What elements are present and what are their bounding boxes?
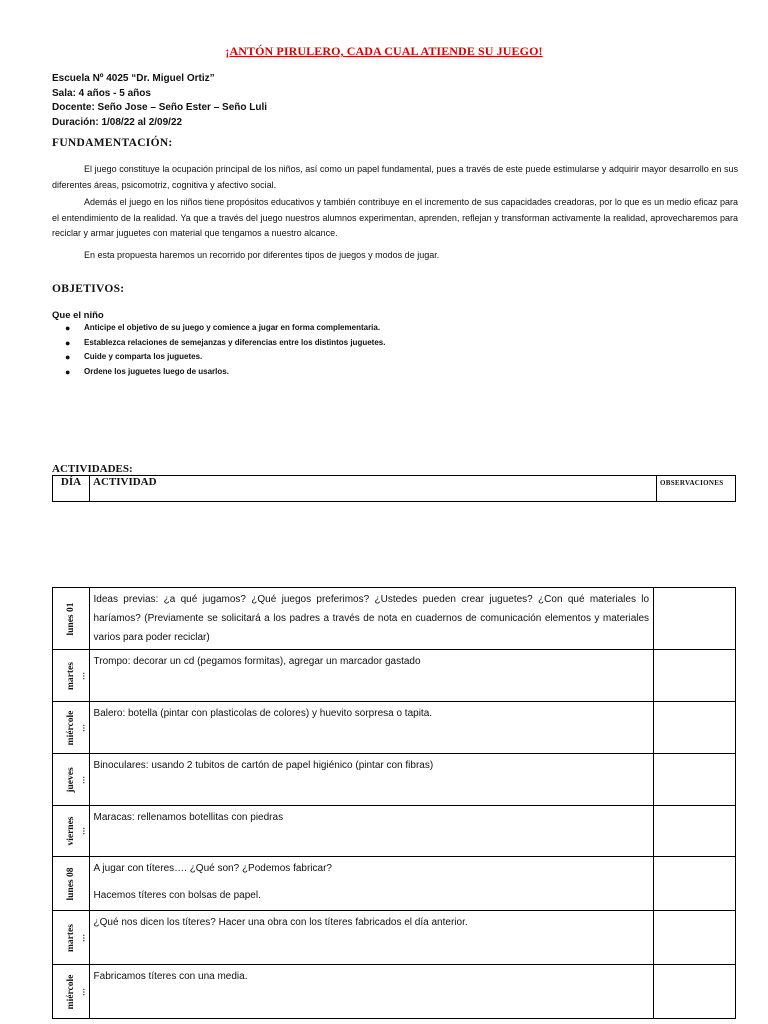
fundamentacion-heading: FUNDAMENTACIÓN: bbox=[52, 137, 173, 149]
day-label: miércole bbox=[66, 710, 76, 745]
observations-cell bbox=[654, 702, 736, 754]
observations-cell bbox=[654, 588, 736, 650]
teachers-info: Docente: Seño Jose – Seño Ester – Seño Luli bbox=[52, 102, 268, 113]
fundamentacion-paragraph-1: El juego constituye la ocupación principal de los niños, así como un papel fundamental, pues a través de este puede estimularse y adquirir mayor desarrollo en sus diferentes áreas, psicomotriz, cognitiva y afectivo social. bbox=[52, 164, 738, 190]
table-row bbox=[53, 588, 736, 650]
bullet-icon: ● bbox=[65, 352, 71, 362]
observations-cell bbox=[654, 650, 736, 702]
activity-cell: Fabricamos títeres con una media. bbox=[89, 965, 654, 1019]
observations-cell bbox=[654, 754, 736, 806]
column-activity: ACTIVIDAD bbox=[90, 476, 657, 502]
objetivos-heading: OBJETIVOS: bbox=[52, 283, 125, 295]
activities-header-table bbox=[52, 475, 736, 502]
bullet-icon: ● bbox=[65, 337, 71, 348]
actividades-heading: ACTIVIDADES: bbox=[52, 463, 133, 475]
observations-cell bbox=[654, 911, 736, 965]
column-day: DÍA bbox=[53, 476, 90, 502]
day-label: martes bbox=[66, 923, 76, 952]
header-info bbox=[52, 72, 267, 130]
bullet-icon: ● bbox=[65, 323, 71, 333]
table-row bbox=[53, 857, 736, 911]
objetivo-item: ● Anticipe el objetivo de su juego y comience a jugar en forma complementaria. bbox=[52, 321, 385, 336]
observations-cell bbox=[654, 806, 736, 857]
document-title: ¡ANTÓN PIRULERO, CADA CUAL ATIENDE SU JUEGO! bbox=[225, 44, 543, 58]
column-observations: OBSERVACIONES bbox=[657, 476, 736, 502]
activity-cell: Ideas previas: ¿a qué jugamos? ¿Qué juegos preferimos? ¿Ustedes pueden crear juguetes? ¿Con qué materiales lo haríamos? (Previamente se solicitará a los padres a través de nota en cuadernos de comunicación elementos y materiales varios para poder reciclar) bbox=[89, 588, 654, 650]
day-label: jueves bbox=[66, 766, 76, 793]
observations-cell bbox=[654, 857, 736, 911]
room-info: Sala: 4 años - 5 años bbox=[52, 87, 151, 99]
table-row: martes … Trompo: decorar un cd (pegamos formitas), agregar un marcador gastado bbox=[53, 650, 736, 702]
activity-cell: Maracas: rellenamos botellitas con piedras bbox=[89, 806, 654, 857]
table-row: martes … ¿Qué nos dicen los títeres? Hacer una obra con los títeres fabricados el día anterior. bbox=[53, 911, 736, 965]
day-label: martes bbox=[66, 661, 76, 690]
day-label: lunes 01 bbox=[66, 602, 76, 635]
table-row: viernes … Maracas: rellenamos botellitas con piedras bbox=[53, 806, 736, 857]
day-label: miércole bbox=[66, 974, 76, 1009]
objetivo-item: ● Cuide y comparta los juguetes. bbox=[52, 350, 385, 365]
activity-cell: Trompo: decorar un cd (pegamos formitas), agregar un marcador gastado bbox=[89, 650, 654, 702]
school-name: Escuela Nº 4025 “Dr. Miguel Ortiz” bbox=[52, 73, 215, 84]
table-row: jueves … Binoculares: usando 2 tubitos de cartón de papel higiénico (pintar con fibras) bbox=[53, 754, 736, 806]
bullet-icon: ● bbox=[65, 366, 71, 377]
objetivos-intro: Que el niño bbox=[52, 310, 104, 321]
fundamentacion-paragraph-3: En esta propuesta haremos un recorrido por diferentes tipos de juegos y modos de jugar. bbox=[84, 250, 440, 260]
day-label: lunes 08 bbox=[66, 867, 76, 900]
duration-info: Duración: 1/08/22 al 2/09/22 bbox=[52, 116, 183, 128]
objetivo-item: ● Establezca relaciones de semejanzas y diferencias entre los distintos juguetes. bbox=[52, 336, 385, 351]
objetivos-list bbox=[52, 321, 385, 379]
activity-cell: A jugar con títeres…. ¿Qué son? ¿Podemos fabricar? Hacemos títeres con bolsas de papel. bbox=[89, 857, 654, 911]
fundamentacion-paragraph-2: Además el juego en los niños tiene propósitos educativos y también contribuye en el incremento de sus capacidades creadoras, por lo que es un medio eficaz para el entendimiento de la realidad. Ya que a través del juego nuestros alumnos experimentan, aprenden, reflejan y transforman activamente la realidad, aprovecharemos para reciclar y armar juguetes con material que tengamos a nuestro alcance. bbox=[52, 197, 738, 238]
objetivo-item: ● Ordene los juguetes luego de usarlos. bbox=[52, 365, 385, 380]
activity-cell: ¿Qué nos dicen los títeres? Hacer una obra con los títeres fabricados el día anterior. bbox=[89, 911, 654, 965]
activity-cell: Balero: botella (pintar con plasticolas de colores) y huevito sorpresa o tapita. bbox=[89, 702, 654, 754]
observations-cell bbox=[654, 965, 736, 1019]
table-row: miércole … Balero: botella (pintar con plasticolas de colores) y huevito sorpresa o tapita. bbox=[53, 702, 736, 754]
activity-cell: Binoculares: usando 2 tubitos de cartón de papel higiénico (pintar con fibras) bbox=[89, 754, 654, 806]
table-row: miércole … Fabricamos títeres con una media. bbox=[53, 965, 736, 1019]
activities-table bbox=[52, 587, 736, 1019]
day-label: viernes bbox=[66, 816, 76, 846]
